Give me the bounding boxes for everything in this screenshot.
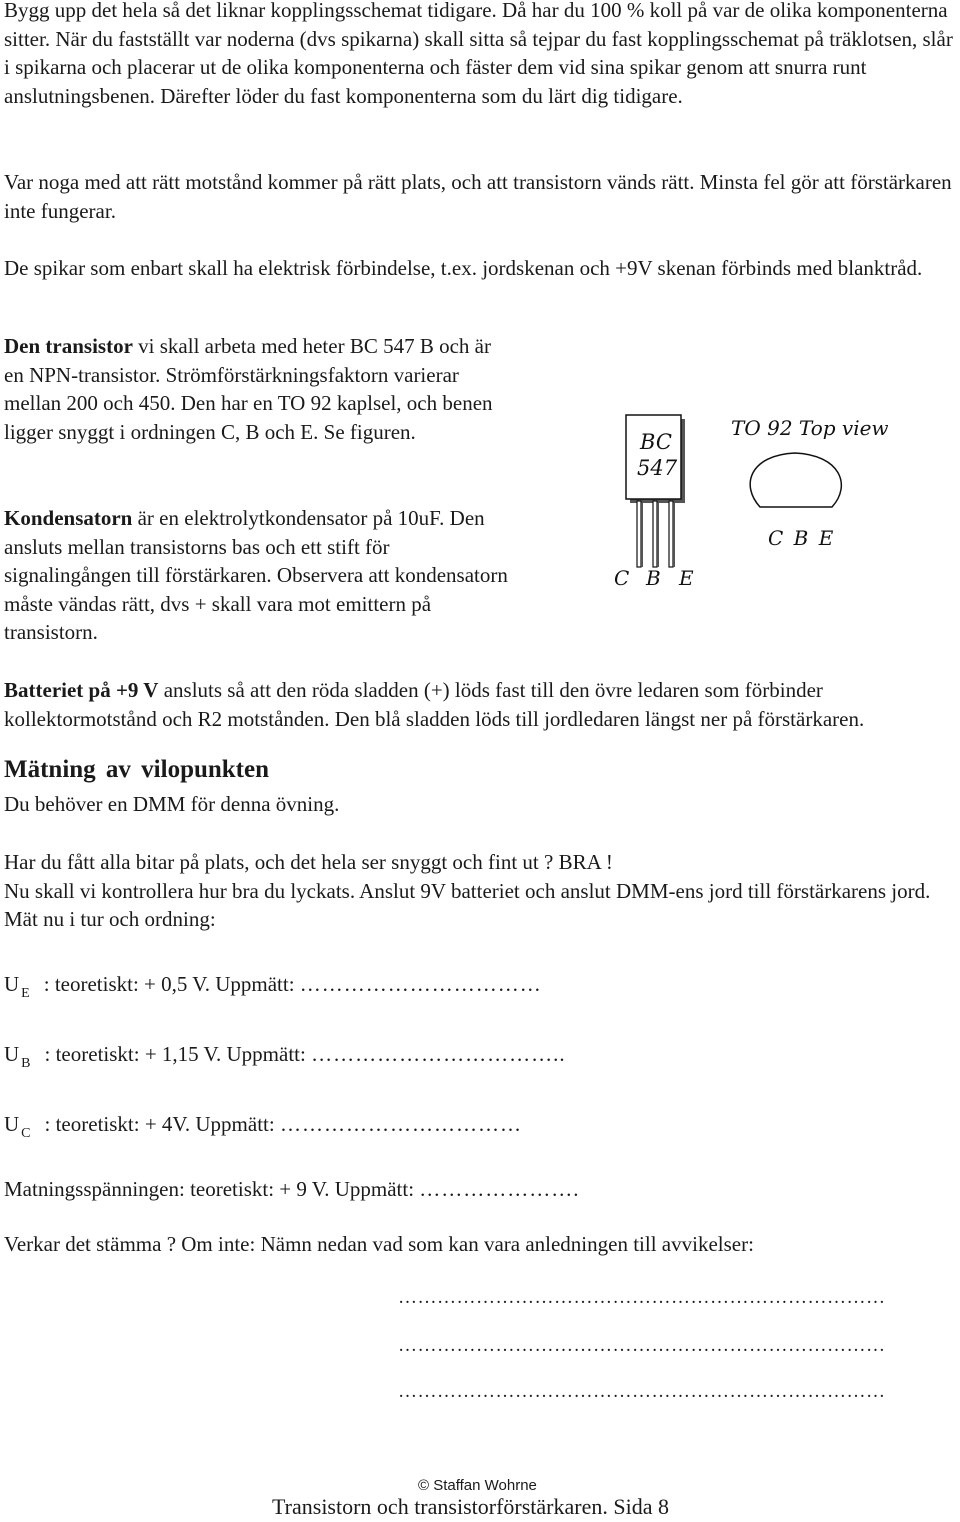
transistor-paragraph xyxy=(4,332,514,446)
transistor-body-label-2: 547 xyxy=(637,456,678,480)
capacitor-paragraph xyxy=(4,504,514,647)
check-line-2: Nu skall vi kontrollera hur bra du lyckats. Anslut 9V batteriet och anslut DMM-ens jord till förstärkarens jord. Mät nu i tur och ordning: xyxy=(4,878,931,931)
measurement-uc: U $_C$ : teoretiskt: + 4V. Uppmätt: …………………………… xyxy=(4,1112,522,1141)
answer-field-ub[interactable]: …………………………….. xyxy=(311,1042,566,1066)
transistor-text: vi skall arbeta med heter BC 547 B och är en NPN-transistor. Strömförstärkningsfaktorn varierar mellan 200 och 450. Den har en TO 92 kaplsel, och benen ligger snyggt i ordningen C, B och E. Se figuren. xyxy=(4,334,493,444)
pin-label-b: B xyxy=(646,566,661,590)
section-heading: Mätning av vilopunkten xyxy=(4,756,270,783)
transistor-body-label-1: BC xyxy=(640,430,672,454)
answer-line-3[interactable]: ………………………………………………………………… xyxy=(398,1381,886,1402)
capacitor-text: är en elektrolytkondensator på 10uF. Den ansluts mellan transistorns bas och ett stift för signalingången till förstärkaren. Observera att kondensatorn måste vändas rätt, dvs + skall vara mot emittern på transistorn. xyxy=(4,506,508,644)
nails-paragraph: De spikar som enbart skall ha elektrisk förbindelse, t.ex. jordskenan och +9V skenan förbinds med blanktråd. xyxy=(4,256,923,280)
transistor-bold: Den transistor xyxy=(4,334,133,358)
measurement-ue: U $_E$ : teoretiskt: + 0,5 V. Uppmätt: …………………………… xyxy=(4,972,542,1001)
copyright: © Staffan Wohrne xyxy=(418,1477,537,1494)
battery-bold: Batteriet på +9 V xyxy=(4,678,159,702)
check-paragraph xyxy=(4,848,959,934)
answer-field-supply[interactable]: …………………. xyxy=(419,1177,580,1201)
leg-b xyxy=(653,501,657,567)
measurement-ub: U $_B$ : teoretiskt: + 1,15 V. Uppmätt: …………………………….. xyxy=(4,1042,566,1071)
dmm-line: Du behöver en DMM för denna övning. xyxy=(4,792,340,816)
transistor-figure xyxy=(600,405,900,595)
answer-line-2[interactable]: ………………………………………………………………… xyxy=(398,1335,886,1356)
answer-field-ue[interactable]: …………………………… xyxy=(299,972,542,996)
check-line-1: Har du fått alla bitar på plats, och det hela ser snyggt och fint ut ? BRA ! xyxy=(4,850,613,874)
verkar-question: Verkar det stämma ? Om inte: Nämn nedan vad som kan vara anledningen till avvikelser: xyxy=(4,1232,754,1256)
pin-label-c: C xyxy=(614,566,630,590)
careful-paragraph: Var noga med att rätt motstånd kommer på rätt plats, och att transistorn vänds rätt. Minsta fel gör att förstärkaren inte fungerar. xyxy=(4,170,952,223)
pin-label-e: E xyxy=(679,566,694,590)
answer-line-1[interactable]: ………………………………………………………………… xyxy=(398,1287,886,1308)
top-view-pins: C B E xyxy=(768,526,834,550)
to92-outline xyxy=(750,453,841,507)
leg-e xyxy=(669,501,673,567)
battery-paragraph xyxy=(4,676,959,733)
battery-text: ansluts så att den röda sladden (+) löds fast till den övre ledaren som förbinder kollektormotstånd och R2 motstånden. Den blå sladden löds till jordledaren längst ner på förstärkaren. xyxy=(4,678,865,731)
answer-field-uc[interactable]: …………………………… xyxy=(279,1112,522,1136)
top-view-title: TO 92 Top view xyxy=(731,416,889,440)
leg-c xyxy=(637,501,641,567)
page-footer: Transistorn och transistorförstärkaren. Sida 8 xyxy=(272,1494,669,1519)
measurement-supply: Matningsspänningen: teoretiskt: + 9 V. Uppmätt: …………………. xyxy=(4,1177,580,1201)
capacitor-bold: Kondensatorn xyxy=(4,506,133,530)
intro-paragraph: Bygg upp det hela så det liknar kopplingsschemat tidigare. Då har du 100 % koll på var de olika komponenterna sitter. När du fastställt var noderna (dvs spikarna) skall sitta så tejpar du fast kopplingsschemat på träklotsen, slår i spikarna och placerar ut de olika komponenterna och fäster dem vid sina spikar genom att snurra runt anslutningsbenen. Därefter löder du fast komponenterna som du lärt dig tidigare. xyxy=(4,0,953,108)
